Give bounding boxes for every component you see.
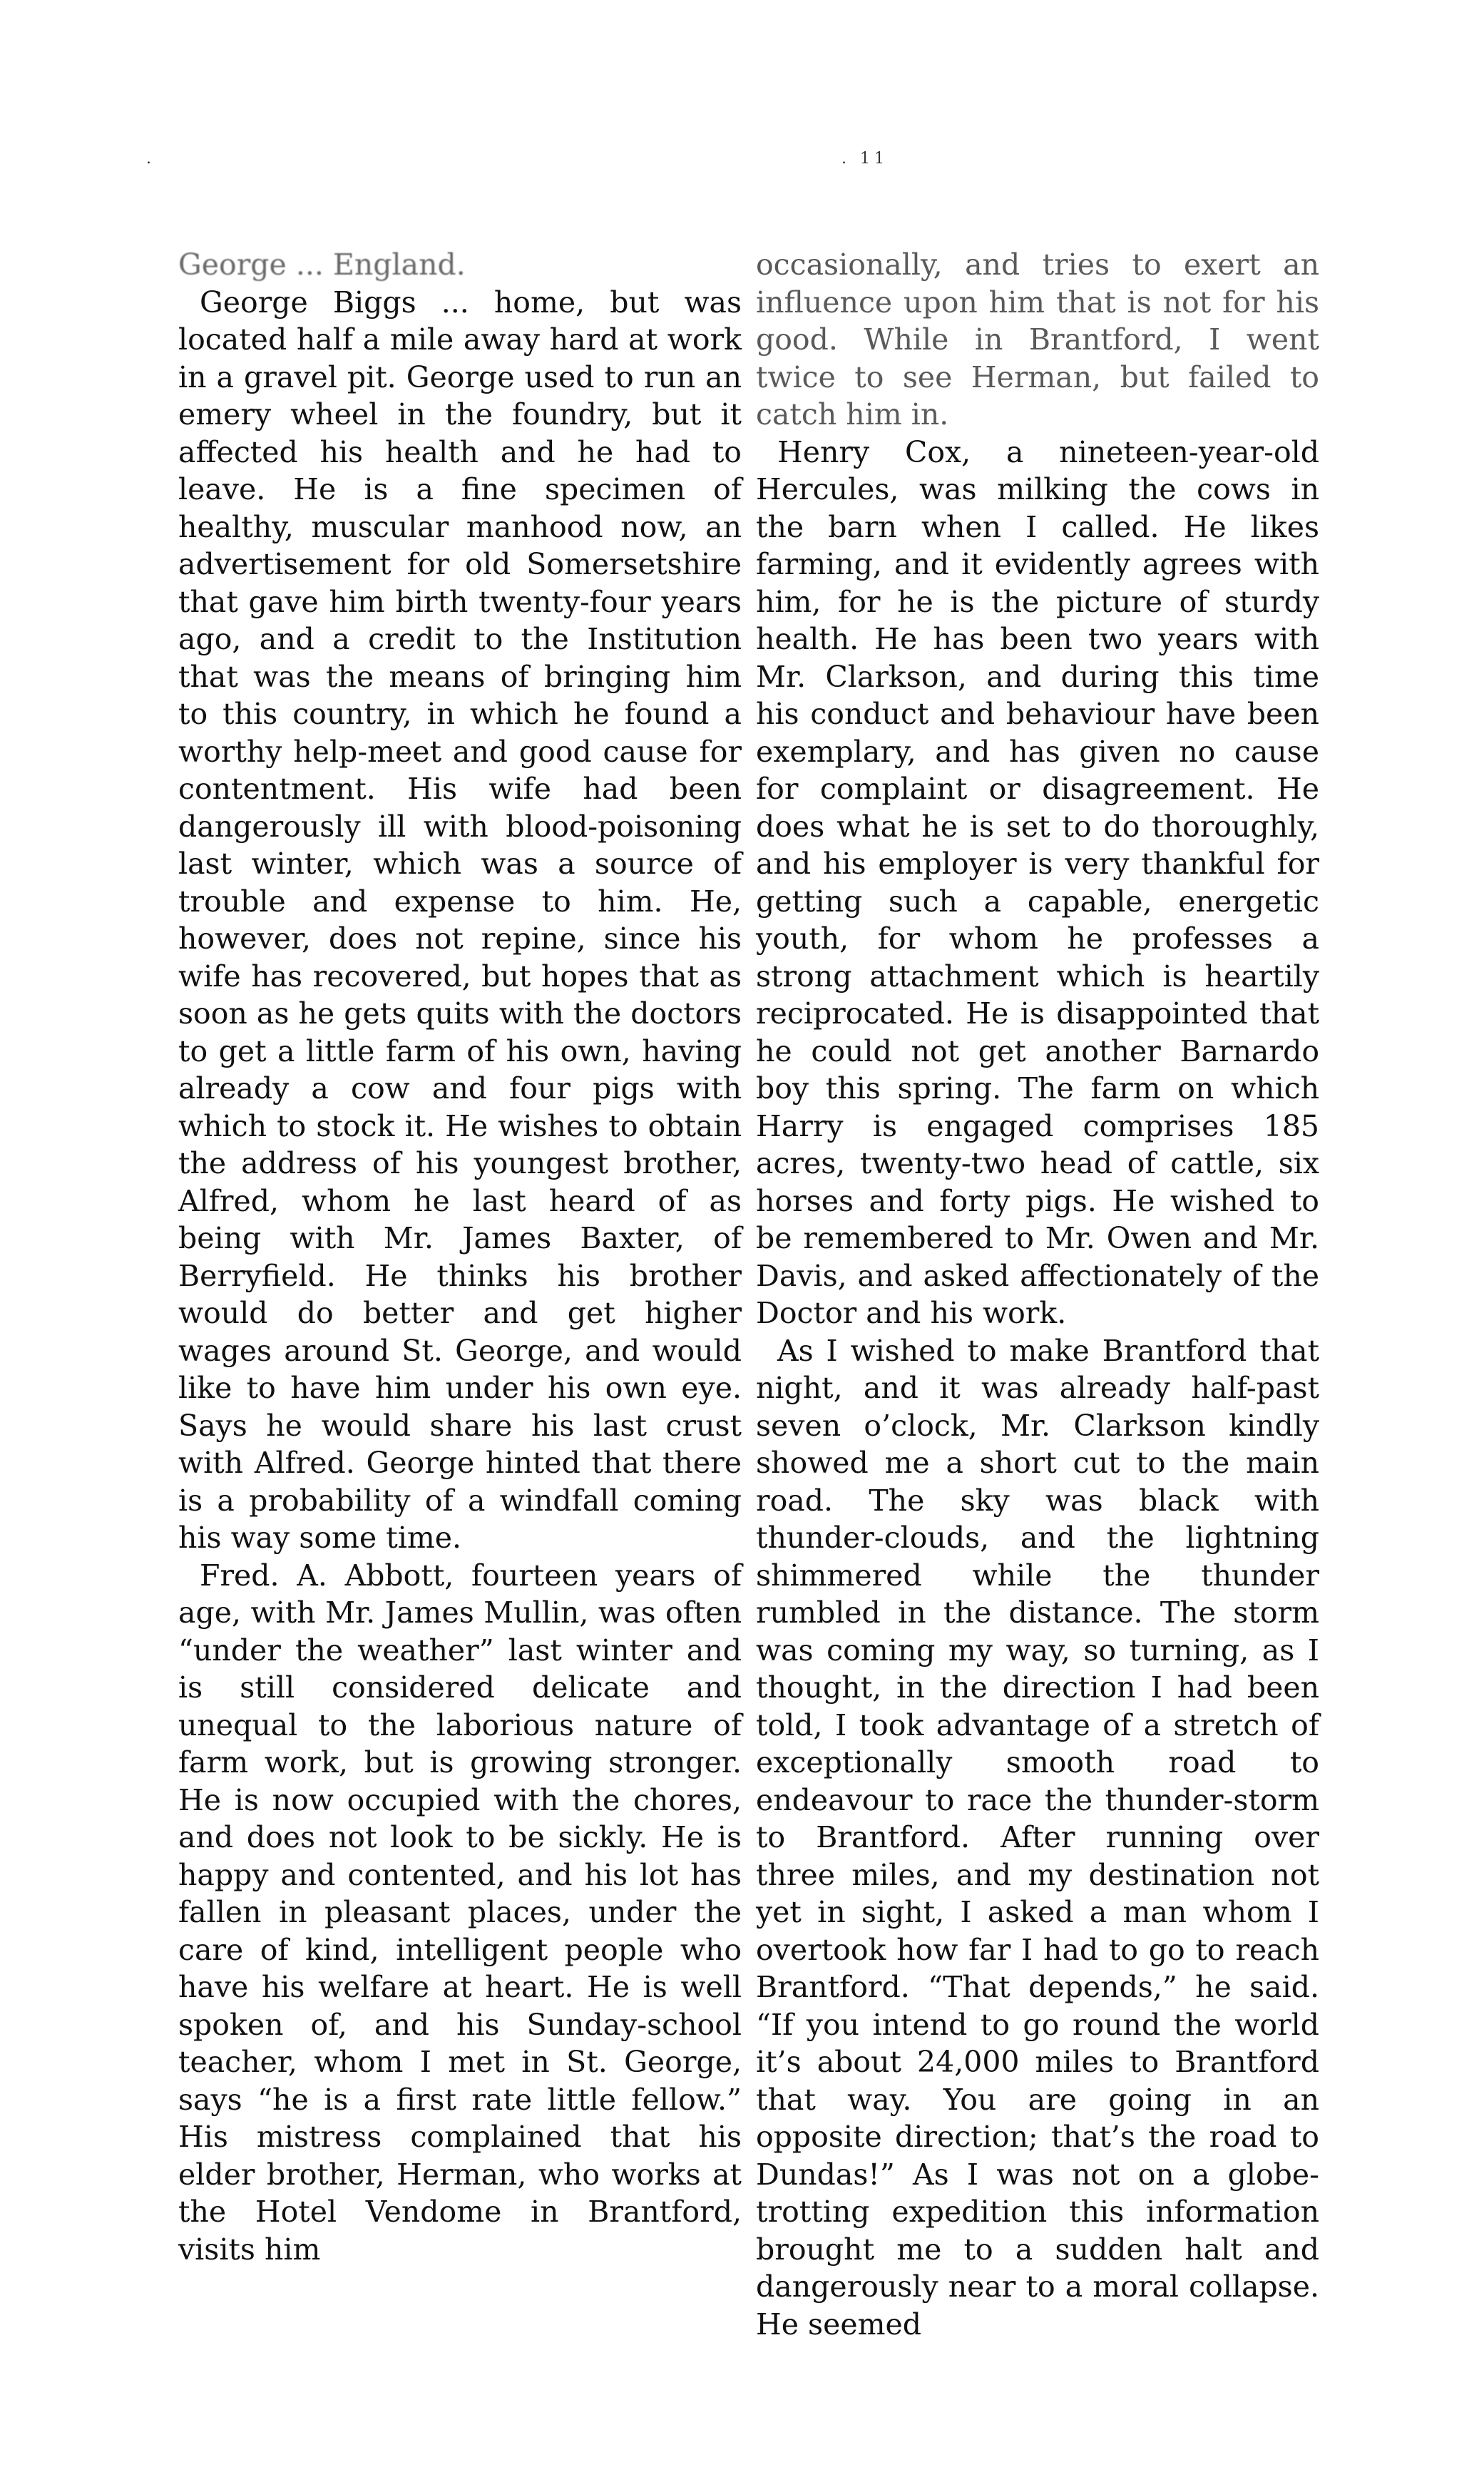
paragraph-george-england: George ... England. bbox=[178, 247, 466, 282]
page-number: . 11 bbox=[841, 150, 889, 168]
paragraph-fred-abbott: Fred. A. Abbott, fourteen years of age, with Mr. James Mullin, was often “under the weather” last winter and is still considered delicate and unequal to the laborious nature of farm work, but is growing stronger. He is now occupied with the chores, and does not look to be sickly. He is happy and contented, and his lot has fallen in pleasant places, under the care of kind, intelligent people who have his welfare at heart. He is well spoken of, and his Sunday-school teacher, whom I met in St. George, says “he is a first rate little fellow.” His mistress complained that his elder brother, Herman, who works at the Hotel Vendome in Brantford, visits him bbox=[178, 1558, 742, 2267]
paragraph-brantford-journey: As I wished to make Brantford that night, and it was already half-past seven o’clock, Mr. Clarkson kindly showed me a short cut to the main road. The sky was black with thunder-clouds, and the lightning shimmered while the thunder rumbled in the distance. The storm was coming my way, so turning, as I thought, in the direction I had been told, I took advantage of a stretch of exceptionally smooth road to endeavour to race the thunder-storm to Brantford. After running over three miles, and my destination not yet in sight, I asked a man whom I overtook how far I had to go to reach Brantford. “That depends,” he said. “If you intend to go round the world it’s about 24,000 miles to Brantford that way. You are going in an opposite direction; that’s the road to Dundas!” As I was not on a globe-trotting expedition this information brought me to a sudden halt and dangerously near to a moral collapse. He seemed bbox=[756, 1333, 1319, 2341]
paragraph-herman-continued: occasionally, and tries to exert an influence upon him that is not for his good. While in Brantford, I went twice to see Herman, but failed to catch him in. bbox=[756, 247, 1319, 431]
right-column bbox=[756, 246, 1319, 2343]
paragraph-henry-cox: Henry Cox, a nineteen-year-old Hercules, was milking the cows in the barn when I called. He likes farming, and it evidently agrees with him, for he is the picture of sturdy health. He has been two years with Mr. Clarkson, and during this time his conduct and behaviour have been exemplary, and has given no cause for complaint or disagreement. He does what he is set to do thoroughly, and his employer is very thankful for getting such a capable, energetic youth, for whom he professes a strong attachment which is heartily reciprocated. He is disappointed that he could not get another Barnardo boy this spring. The farm on which Harry is engaged comprises 185 acres, twenty-two head of cattle, six horses and forty pigs. He wished to be remembered to Mr. Owen and Mr. Davis, and asked affectionately of the Doctor and his work. bbox=[756, 434, 1319, 1330]
paragraph-george-biggs: George Biggs ... home, but was located half a mile away hard at work in a gravel pit. George used to run an emery wheel in the foundry, but it affected his health and he had to leave. He is a fine specimen of healthy, muscular manhood now, an advertisement for old Somersetshire that gave him birth twenty-four years ago, and a credit to the Institution that was the means of bringing him to this country, in which he found a worthy help-meet and good cause for contentment. His wife had been dangerously ill with blood-poisoning last winter, which was a source of trouble and expense to him. He, however, does not repine, since his wife has recovered, but hopes that as soon as he gets quits with the doctors to get a little farm of his own, having already a cow and four pigs with which to stock it. He wishes to obtain the address of his youngest brother, Alfred, whom he last heard of as being with Mr. James Baxter, of Berryfield. He thinks his brother would do better and get higher wages around St. George, and would like to have him under his own eye. Says he would share his last crust with Alfred. George hinted that there is a probability of a windfall coming his way some time. bbox=[178, 285, 742, 1555]
left-column bbox=[178, 246, 742, 2268]
page-mark-left: . bbox=[146, 150, 151, 168]
